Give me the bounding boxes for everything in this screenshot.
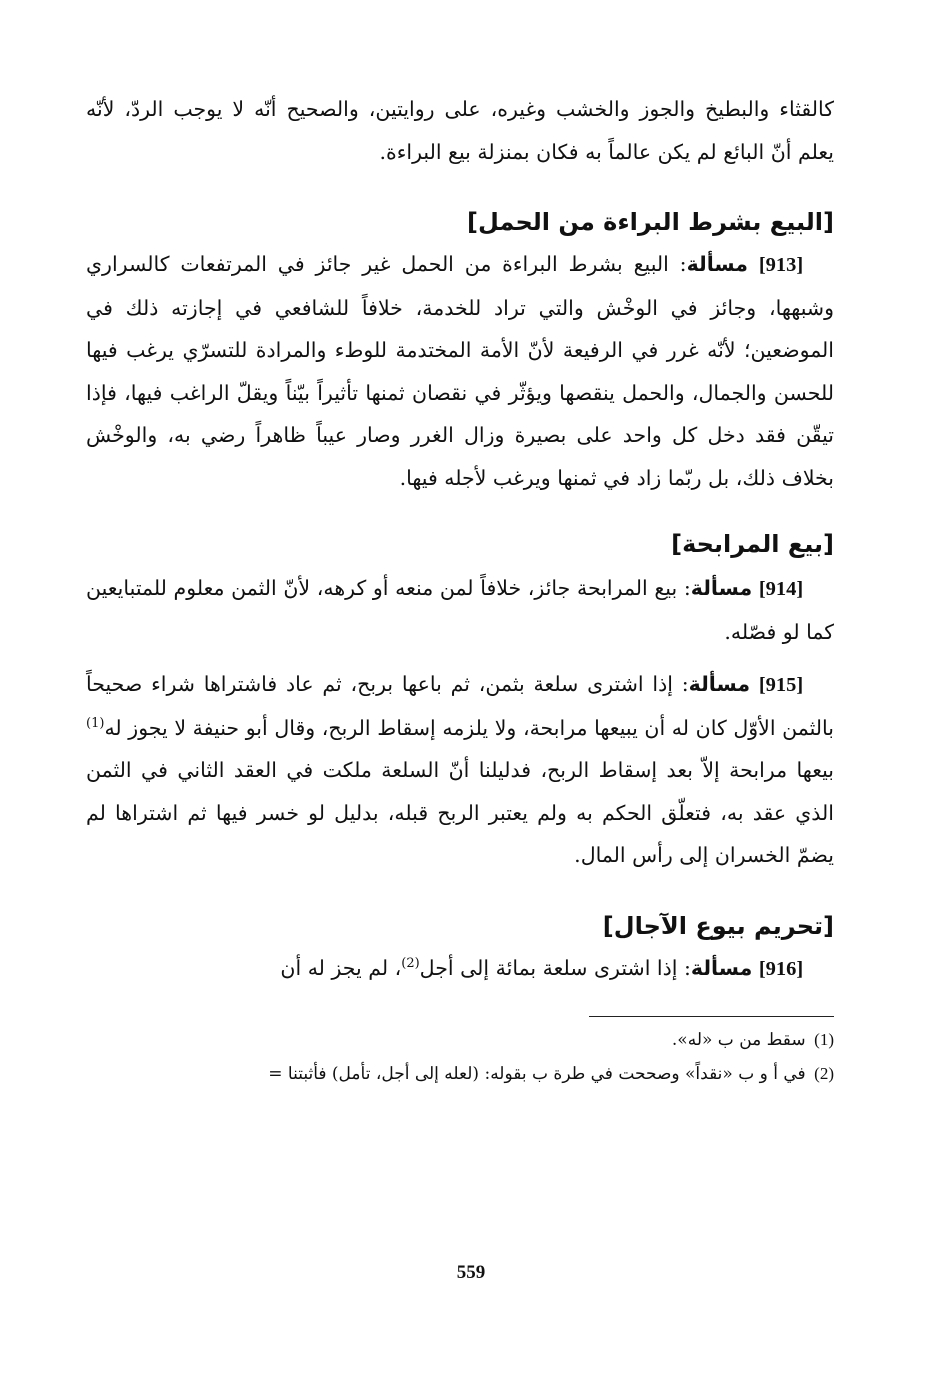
footnote-text: سقط من ب «له». bbox=[671, 1030, 806, 1050]
issue-text-before: إذا اشترى سلعة بثمن، ثم باعها بربح، ثم عاد فاشتراها شراء صحيحاً بالثمن الأوّل كان له أن يبيعها مرابحة، ولا يلزمه إسقاط الربح، وقال أبو حنيفة لا يجوز له bbox=[86, 672, 834, 740]
issue-number: [914] bbox=[758, 578, 804, 600]
section-heading-ajal: [تحريم بيوع الآجال] bbox=[602, 911, 834, 940]
footnote-1 bbox=[86, 1023, 834, 1057]
issue-916 bbox=[86, 947, 834, 991]
issue-label: مسألة bbox=[686, 252, 748, 276]
issue-number: [913] bbox=[758, 254, 804, 276]
section-heading-bara: [البيع بشرط البراءة من الحمل] bbox=[466, 208, 834, 236]
issue-colon: : bbox=[681, 672, 689, 696]
footnote-2 bbox=[86, 1057, 834, 1091]
issue-text-after: بيعها مرابحة إلاّ بعد إسقاط الربح، فدليلنا أنّ السلعة ملكت في العقد الثاني في الثمن الذي عقد به، فتعلّق الحكم به ولم يعتبر الربح قبله، بدليل لو خسر فيها ثم اشتراها لم يضمّ الخسران إلى رأس المال. bbox=[86, 758, 834, 867]
issue-number: [915] bbox=[758, 674, 804, 696]
section-heading-murabaha: [بيع المرابحة] bbox=[671, 530, 834, 558]
page-number: 559 bbox=[456, 1262, 486, 1283]
issue-colon: : bbox=[683, 576, 691, 600]
intro-paragraph: كالقثاء والبطيخ والجوز والخشب وغيره، على روايتين، والصحيح أنّه لا يوجب الردّ، لأنّه يعلم أنّ البائع لم يكن عالماً به فكان بمنزلة بيع البراءة. bbox=[86, 97, 834, 164]
issue-text: البيع بشرط البراءة من الحمل غير جائز في المرتفعات كالسراري وشبهها، وجائز في الوخْش والتي تراد للخدمة، خلافاً للشافعي في إجازته ذلك في الموضعين؛ لأنّه غرر في الرفيعة لأنّ الأمة المختدمة للوطء والمرادة للتسرّي يرغب فيها للحسن والجمال، والحمل ينقصها ويؤثّر في نقصان ثمنها تأثيراً بيّناً ويقلّ الراغب فيها، فإذا تيقّن فقد دخل كل واحد على بصيرة وزال الغرر وصار عيباً ظاهراً رضي به، والوخْش بخلاف ذلك، بل ربّما زاد في ثمنها ويرغب لأجله فيها. bbox=[86, 252, 834, 490]
page-body bbox=[86, 88, 834, 1091]
footnote-number: (2) bbox=[814, 1064, 834, 1083]
issue-text: بيع المرابحة جائز، خلافاً لمن منعه أو كرهه، لأنّ الثمن معلوم للمتبايعين كما لو فصّله. bbox=[86, 576, 834, 644]
footnote-ref-1: (1) bbox=[86, 715, 105, 731]
issue-914 bbox=[86, 567, 834, 653]
issue-text-before: إذا اشترى سلعة بمائة إلى أجل bbox=[419, 955, 678, 980]
issue-colon: : bbox=[684, 955, 691, 980]
footnote-number: (1) bbox=[814, 1030, 834, 1049]
issue-colon: : bbox=[679, 252, 687, 276]
issue-text-after: ، لم يجز له أن bbox=[280, 955, 402, 980]
footnote-separator bbox=[589, 1016, 834, 1017]
issue-label: مسألة bbox=[690, 955, 753, 980]
footnote-ref-2: (2) bbox=[401, 955, 420, 971]
issue-number: [916] bbox=[758, 957, 804, 980]
issue-label: مسألة bbox=[690, 576, 753, 600]
issue-label: مسألة bbox=[688, 672, 751, 696]
issue-915 bbox=[86, 663, 834, 877]
issue-913 bbox=[86, 243, 834, 499]
footnote-text: في أ و ب «نقداً» وصححت في طرة ب بقوله: (لعله إلى أجل، تأمل) فأثبتنا = bbox=[268, 1064, 806, 1084]
